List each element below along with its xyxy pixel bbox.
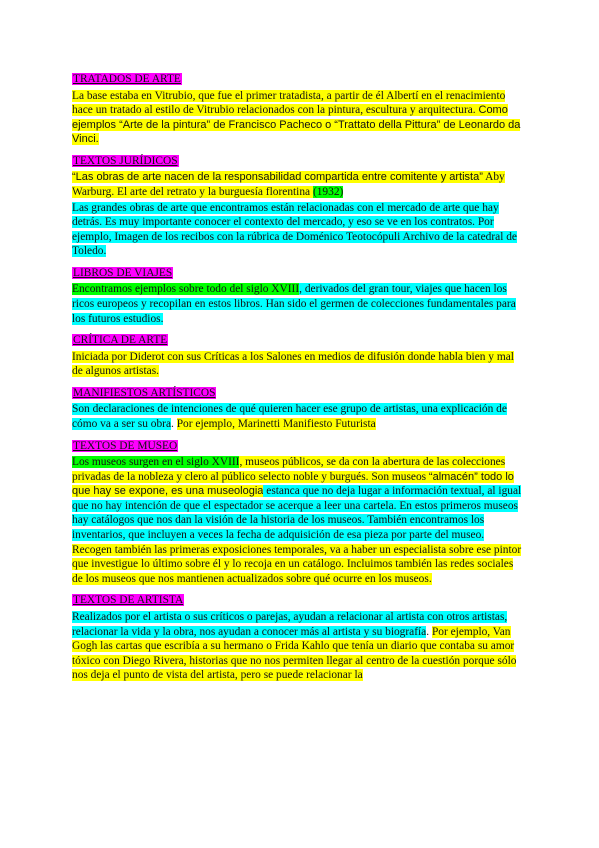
paragraph [72, 89, 522, 147]
document-body [72, 72, 522, 683]
text-run: Como ejemplos “Arte de la pintura” de Francisco Pacheco o “Trattato della Pittura” de Leonardo da Vinci. [72, 104, 521, 146]
section-heading-text: TEXTOS DE MUSEO [73, 439, 178, 452]
section-heading-text: LIBROS DE VIAJES [73, 266, 173, 279]
text-run: Los museos surgen en el siglo XVIII [72, 456, 240, 469]
text-run: Por ejemplo, Marinetti Manifiesto Futurista [176, 418, 376, 430]
section-heading [72, 593, 522, 608]
text-run: . [426, 625, 432, 638]
text-run: Realizados por el artista o sus críticos o parejas, ayudan a relacionar al artista con otros artistas, relacionar la vida y la obra, nos ayudan a conocer más al artista y su biografía [72, 610, 508, 638]
paragraph [72, 402, 522, 431]
text-run: Son declaraciones de intenciones de qué quieren hacer ese grupo de artistas, una explicación de cómo va a ser su obra [72, 403, 507, 430]
text-run: estanca que no deja lugar a información textual, al igual que no hay intención de que el espectador se acerque a leer una cartela. En estos primeros museos hay catálogos que nos dan la visión de la historia de los museos. También encontramos los inventarios, que incluyen a veces la fecha de adquisición de esa pieza por parte del museo. [72, 485, 522, 542]
section-heading [72, 439, 522, 454]
section-heading [72, 386, 522, 401]
paragraph [72, 610, 522, 683]
paragraph [72, 455, 522, 586]
text-run: , derivados del gran tour, viajes que hacen los ricos europeos y recopilan en estos libros. Han sido el germen de colecciones fundamentales para los futuros estudios. [72, 283, 516, 325]
text-run: Encontramos ejemplos sobre todo del siglo XVIII [72, 283, 300, 296]
section [72, 72, 522, 147]
text-run: (1932) [312, 185, 344, 198]
section [72, 333, 522, 379]
paragraph [72, 201, 522, 259]
section-heading [72, 72, 522, 87]
section-heading [72, 154, 522, 169]
text-run: “almacén” todo lo que hay se expone, es una museologia [72, 470, 514, 498]
section [72, 154, 522, 259]
section-heading [72, 266, 522, 281]
section-heading-text: TEXTOS JURÍDICOS [73, 154, 178, 167]
text-run: Aby Warburg. El arte del retrato y la burguesía florentina [72, 171, 505, 198]
section [72, 266, 522, 326]
section-heading-text: MANIFIESTOS ARTÍSTICOS [73, 386, 216, 399]
text-run: , museos públicos, se da con la abertura de las colecciones privadas de la nobleza y clero al público selecto noble y burgués. Son museos [72, 456, 506, 483]
text-run: Iniciada por Diderot con sus Críticas a los Salones en medios de difusión donde habla bien y mal de algunos artistas. [72, 350, 514, 378]
section [72, 386, 522, 432]
section-heading-text: CRÍTICA DE ARTE [73, 334, 168, 347]
section-heading [72, 333, 522, 348]
text-run: “Las obras de arte nacen de la responsabilidad compartida entre comitente y artista” [72, 171, 483, 184]
paragraph [72, 350, 522, 379]
text-run: . [171, 418, 177, 430]
section-heading-text: TEXTOS DE ARTISTA [73, 594, 184, 607]
section-heading-text: TRATADOS DE ARTE [73, 73, 181, 85]
text-run: Las grandes obras de arte que encontramos están relacionadas con el mercado de arte que hay detrás. Es muy importante conocer el contexto del mercado, y eso se ve en los contratos. Por ejemplo, Imagen de los recibos con la rúbrica de Doménico Teotocópuli Archivo de la catedral de Toledo. [72, 201, 517, 258]
text-run: La base estaba en Vitrubio, que fue el primer tratadista, a partir de él Albertí en el renacimiento hace un tratado al estilo de Vitrubio relacionados con la pintura, escultura y arquitectura. [72, 89, 506, 117]
paragraph [72, 282, 522, 326]
text-run: Recogen también las primeras exposiciones temporales, va a haber un especialista sobre ese pintor que investigue lo último sobre él y lo recoja en un catálogo. Incluimos también las redes sociales de los museos que nos mantienen actualizados sobre qué ocurre en los museos. [72, 543, 522, 585]
section [72, 593, 522, 682]
paragraph [72, 170, 522, 199]
text-run: Por ejemplo, Van Gogh las cartas que escribía a su hermano o Frida Kahlo que tenía un diario que contaba su amor tóxico con Diego Rivera, historias que no nos permiten llegar al centro de la cuestión porque sólo nos deja el punto de vista del artista, pero se puede relacionar la [72, 625, 517, 682]
section [72, 439, 522, 587]
